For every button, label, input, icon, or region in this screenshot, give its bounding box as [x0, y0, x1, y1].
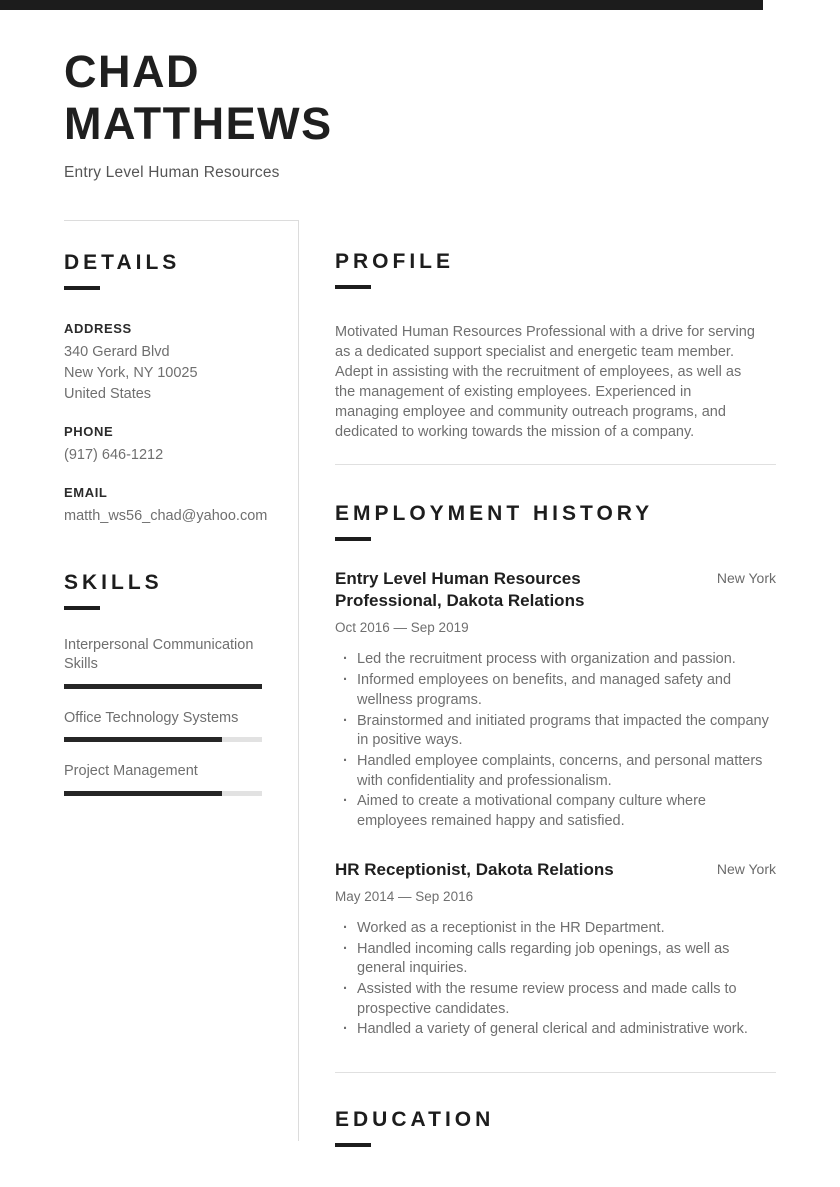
phone-label: PHONE [64, 423, 114, 439]
job-title-row [335, 568, 776, 614]
phone-value: (917) 646-1212 [64, 446, 164, 463]
bullet-item: · Informed employees on benefits, and managed safety and wellness programs. [343, 671, 776, 710]
bullet-item: · Handled incoming calls regarding job openings, as well as general inquiries. [343, 940, 776, 979]
skill-bar-track [64, 791, 262, 796]
skills-list [64, 636, 262, 796]
address-label: ADDRESS [64, 320, 132, 336]
job-bullet-list [335, 650, 776, 831]
profile-heading-text: PROFILE [335, 249, 455, 273]
main-column [299, 220, 776, 1141]
bullet-item: · Aimed to create a motivational company culture where employees remained happy and satisfied. [343, 792, 776, 831]
education-heading-text: EDUCATION [335, 1108, 495, 1132]
skill-bar-track [64, 684, 262, 689]
job-location: New York [716, 569, 776, 586]
section-divider [335, 1072, 776, 1073]
bullet-item: · Assisted with the resume review process and made calls to prospective candidates. [343, 980, 776, 1019]
education-section-heading [335, 1108, 776, 1147]
skill-bar-fill [64, 791, 222, 796]
details-heading-text: DETAILS [64, 250, 181, 274]
skill-label: Office Technology Systems [64, 709, 239, 726]
job-location: New York [716, 860, 776, 877]
email-value: matth_ws56_chad@yahoo.com [64, 507, 268, 524]
job-entry [335, 568, 776, 832]
skill-item [64, 709, 262, 743]
resume-header [0, 0, 840, 182]
profile-summary: Motivated Human Resources Professional with a drive for serving as a dedicated support specialist and energetic team member. Adept in assisting with the recruitment of employees, as well as the management of existing employees. Experienced in managing employee and community outreach programs, and dedicated to working towards the mission of a company. [335, 323, 755, 440]
job-bullet-list [335, 919, 776, 1040]
skills-heading-text: SKILLS [64, 570, 163, 594]
skill-item [64, 636, 262, 689]
details-section-heading [64, 251, 262, 290]
bullet-item: · Led the recruitment process with organization and passion. [343, 650, 776, 670]
sidebar-column [64, 220, 298, 1141]
employment-section-heading [335, 502, 776, 541]
profile-section-heading [335, 250, 776, 289]
candidate-first-name: CHAD [64, 46, 200, 97]
job-title: HR Receptionist, Dakota Relations [335, 859, 614, 879]
address-value [64, 342, 262, 405]
resume-body [64, 220, 776, 1141]
job-title-row [335, 859, 776, 882]
section-divider [335, 464, 776, 465]
address-line-2: New York, NY 10025 [64, 364, 198, 381]
skill-item [64, 762, 262, 796]
address-line-3: United States [64, 385, 152, 402]
candidate-last-name: MATTHEWS [64, 97, 333, 149]
heading-underline [64, 606, 100, 610]
skill-label: Interpersonal Communication Skills [64, 636, 254, 673]
bullet-item: · Handled employee complaints, concerns, and personal matters with confidentiality and professionalism. [343, 752, 776, 791]
skill-bar-fill [64, 684, 262, 689]
email-label: EMAIL [64, 484, 108, 500]
heading-underline [335, 1143, 371, 1147]
job-dates: May 2014 — Sep 2016 [335, 888, 474, 904]
bullet-item: · Brainstormed and initiated programs that impacted the company in positive ways. [343, 712, 776, 751]
heading-underline [64, 286, 100, 290]
skill-bar-fill [64, 737, 222, 742]
employment-heading-text: EMPLOYMENT HISTORY [335, 501, 654, 525]
job-entry [335, 859, 776, 1040]
skills-section-heading [64, 571, 262, 610]
candidate-job-title: Entry Level Human Resources [64, 163, 280, 181]
job-dates: Oct 2016 — Sep 2019 [335, 620, 469, 636]
skill-bar-track [64, 737, 262, 742]
job-title: Entry Level Human Resources Professional, Dakota Relations [335, 568, 585, 611]
heading-underline [335, 537, 371, 541]
top-accent-bar [0, 0, 763, 10]
candidate-name [64, 46, 776, 150]
skill-label: Project Management [64, 763, 198, 780]
heading-underline [335, 285, 371, 289]
bullet-item: · Worked as a receptionist in the HR Department. [343, 919, 776, 939]
bullet-item: · Handled a variety of general clerical and administrative work. [343, 1020, 776, 1040]
address-line-1: 340 Gerard Blvd [64, 343, 170, 360]
